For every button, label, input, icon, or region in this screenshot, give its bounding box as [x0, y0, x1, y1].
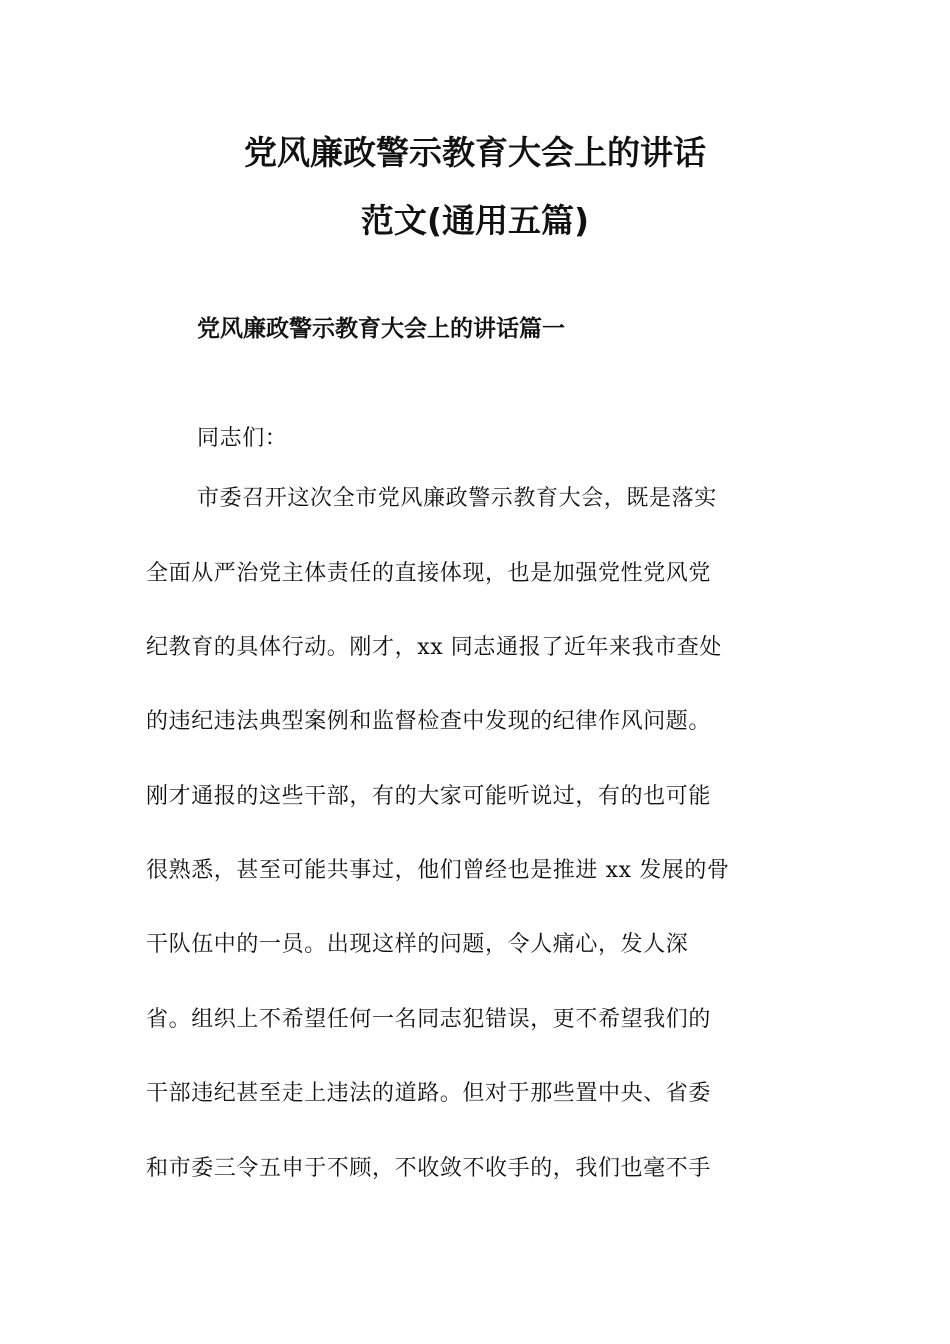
section-heading: 党风廉政警示教育大会上的讲话篇一: [197, 316, 565, 342]
body-line-1: 市委召开这次全市党风廉政警示教育大会，既是落实: [197, 486, 717, 511]
body-line-4: 的违纪违法典型案例和监督检查中发现的纪律作风问题。: [146, 709, 712, 734]
body-line-8: 省。组织上不希望任何一名同志犯错误，更不希望我们的: [146, 1007, 712, 1032]
body-line-9: 干部违纪甚至走上违法的道路。但对于那些置中央、省委: [146, 1081, 712, 1106]
body-line-7: 干队伍中的一员。出现这样的问题，令人痛心，发人深: [146, 932, 689, 957]
body-line-5: 刚才通报的这些干部，有的大家可能听说过，有的也可能: [146, 784, 712, 809]
body-line-6: 很熟悉，甚至可能共事过，他们曾经也是推进 xx 发展的骨: [146, 858, 730, 883]
document-title-line-1: 党风廉政警示教育大会上的讲话: [244, 133, 706, 172]
body-line-2: 全面从严治党主体责任的直接体现，也是加强党性党风党: [146, 561, 712, 586]
body-line-3: 纪教育的具体行动。刚才，xx 同志通报了近年来我市查处: [146, 635, 723, 660]
document-title-line-2: 范文(通用五篇): [360, 201, 590, 240]
salutation: 同志们：: [197, 426, 288, 451]
body-line-10: 和市委三令五申于不顾，不收敛不收手的，我们也毫不手: [146, 1156, 712, 1181]
